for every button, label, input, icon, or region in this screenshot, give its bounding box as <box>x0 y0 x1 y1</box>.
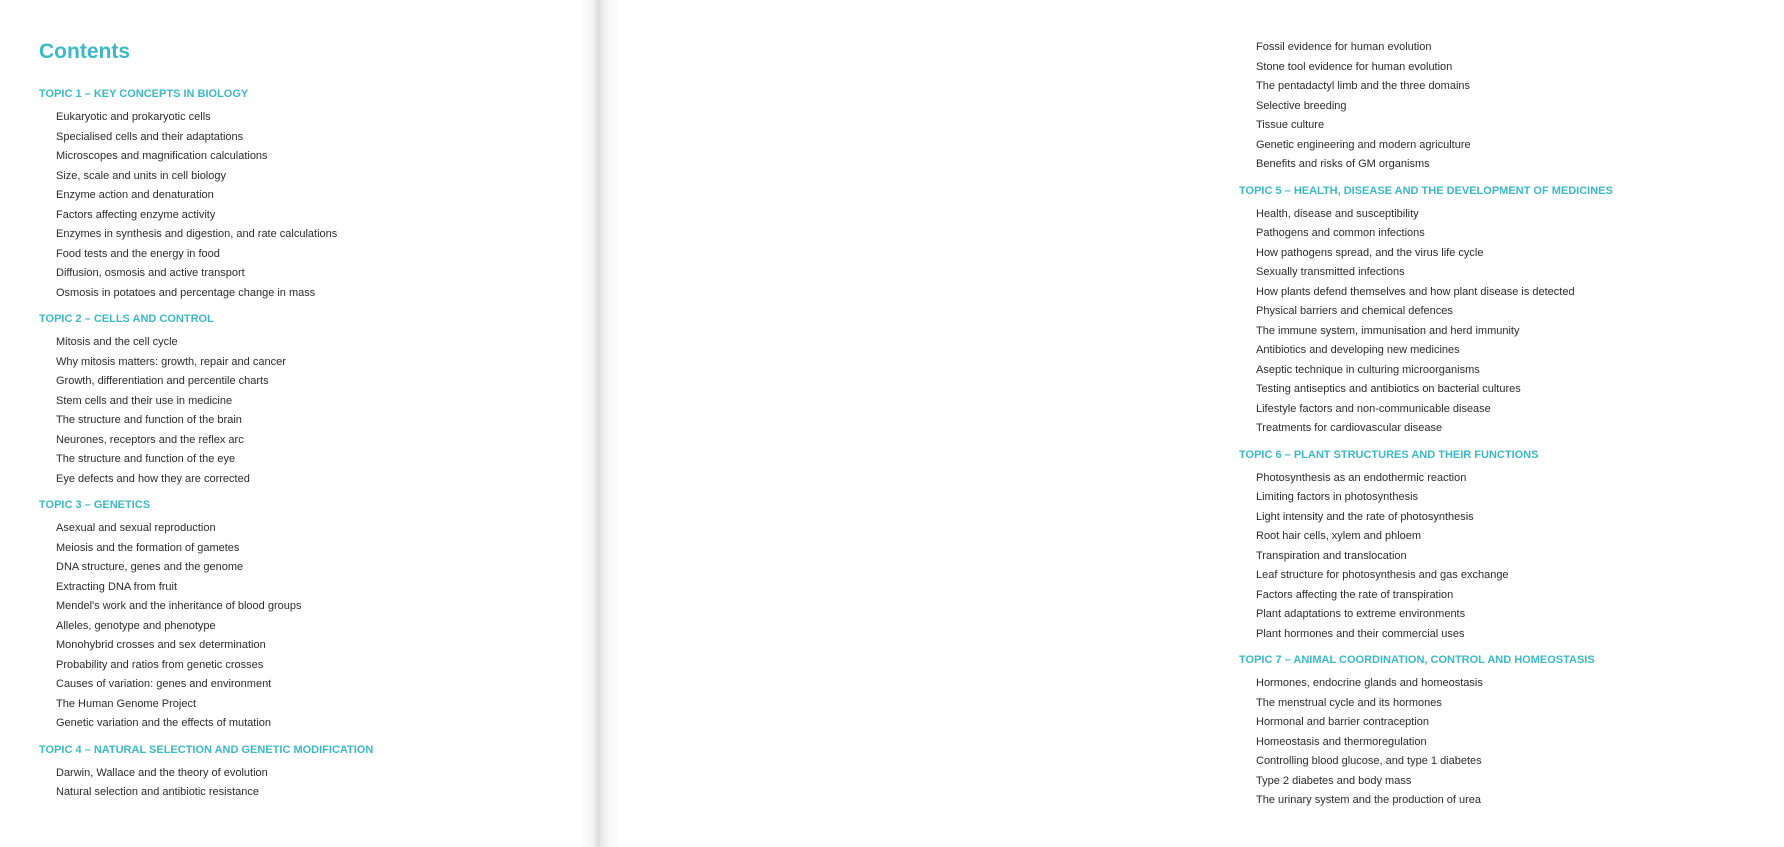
topic-heading: TOPIC 3 – GENETICS <box>39 499 151 511</box>
contents-entry: How plants defend themselves and how plant disease is detected <box>1256 285 1575 298</box>
left-contents-column <box>39 86 584 803</box>
contents-entry: Limiting factors in photosynthesis <box>1256 491 1419 503</box>
topic-section <box>1239 38 1784 175</box>
contents-entry: Causes of variation: genes and environment <box>56 678 272 690</box>
contents-entry: Microscopes and magnification calculations <box>56 150 268 162</box>
contents-entry: Lifestyle factors and non-communicable disease <box>1256 402 1491 415</box>
contents-entry: The urinary system and the production of urea <box>1256 794 1482 806</box>
contents-entry: Darwin, Wallace and the theory of evolution <box>56 766 268 779</box>
contents-entry: Natural selection and antibiotic resistance <box>56 786 260 798</box>
topic-heading: TOPIC 2 – CELLS AND CONTROL <box>39 313 214 325</box>
contents-entry: The pentadactyl limb and the three domains <box>1256 80 1471 92</box>
contents-entry: Stem cells and their use in medicine <box>56 394 233 407</box>
contents-entry: DNA structure, genes and the genome <box>56 561 244 573</box>
contents-entry: Food tests and the energy in food <box>56 247 220 260</box>
contents-entry: Enzymes in synthesis and digestion, and rate calculations <box>56 228 338 240</box>
topic-section <box>39 742 584 803</box>
contents-entry: Benefits and risks of GM organisms <box>1256 158 1430 170</box>
right-page <box>600 0 1613 847</box>
contents-entry: Enzyme action and denaturation <box>56 189 214 201</box>
contents-entry: The structure and function of the eye <box>56 453 236 465</box>
contents-entry: Selective breeding <box>1256 99 1347 112</box>
topic-section <box>39 311 584 489</box>
contents-entry: Meiosis and the formation of gametes <box>56 541 240 554</box>
contents-entry: Fossil evidence for human evolution <box>1256 41 1432 53</box>
contents-entry: Homeostasis and thermoregulation <box>1256 735 1427 748</box>
left-page <box>0 0 596 847</box>
contents-entry: Mitosis and the cell cycle <box>56 336 178 348</box>
contents-entry: Size, scale and units in cell biology <box>56 169 226 182</box>
topic-section <box>39 86 584 303</box>
contents-entry: Eukaryotic and prokaryotic cells <box>56 111 211 123</box>
topic-heading: TOPIC 6 – PLANT STRUCTURES AND THEIR FUNCTIONS <box>1239 448 1539 461</box>
contents-entry: Diffusion, osmosis and active transport <box>56 267 245 279</box>
contents-entry: Type 2 diabetes and body mass <box>1256 774 1412 787</box>
contents-entry: Neurones, receptors and the reflex arc <box>56 433 244 446</box>
contents-entry: Physical barriers and chemical defences <box>1256 305 1453 317</box>
contents-entry: Genetic engineering and modern agriculture <box>1256 138 1471 151</box>
contents-entry: The structure and function of the brain <box>56 414 242 426</box>
contents-entry: Light intensity and the rate of photosynthesis <box>1256 510 1474 523</box>
contents-entry: Plant adaptations to extreme environments <box>1256 608 1466 620</box>
contents-entry: Antibiotics and developing new medicines <box>1256 344 1460 356</box>
contents-entry: Factors affecting the rate of transpiration <box>1256 588 1454 601</box>
contents-entry: Controlling blood glucose, and type 1 diabetes <box>1256 755 1482 767</box>
contents-entry: The menstrual cycle and its hormones <box>1256 696 1442 709</box>
contents-entry: Specialised cells and their adaptations <box>56 130 244 143</box>
topic-heading: TOPIC 4 – NATURAL SELECTION AND GENETIC MODIFICATION <box>39 743 374 756</box>
topic-section <box>39 497 584 734</box>
contents-entry: Hormonal and barrier contraception <box>1256 716 1430 728</box>
contents-entry: Health, disease and susceptibility <box>1256 207 1419 220</box>
contents-entry: Genetic variation and the effects of mutation <box>56 717 272 729</box>
contents-entry: Extracting DNA from fruit <box>56 580 178 593</box>
contents-entry: Mendel's work and the inheritance of blood groups <box>56 600 302 612</box>
contents-entry: Tissue culture <box>1256 119 1325 131</box>
contents-entry: Why mitosis matters: growth, repair and cancer <box>56 355 286 368</box>
topic-heading: TOPIC 5 – HEALTH, DISEASE AND THE DEVELOPMENT OF MEDICINES <box>1239 184 1613 197</box>
contents-entry: The Human Genome Project <box>56 697 197 710</box>
contents-entry: Eye defects and how they are corrected <box>56 472 250 485</box>
topic-section <box>1239 183 1784 439</box>
topic-heading: TOPIC 7 – ANIMAL COORDINATION, CONTROL AND HOMEOSTASIS <box>1239 654 1595 666</box>
contents-entry: Stone tool evidence for human evolution <box>1256 60 1453 73</box>
contents-entry: Alleles, genotype and phenotype <box>56 619 216 632</box>
contents-entry: Growth, differentiation and percentile charts <box>56 375 269 387</box>
topic-heading: TOPIC 1 – KEY CONCEPTS IN BIOLOGY <box>39 88 249 100</box>
contents-entry: Probability and ratios from genetic crosses <box>56 658 264 671</box>
contents-entry: Transpiration and translocation <box>1256 549 1407 562</box>
contents-entry: Monohybrid crosses and sex determination <box>56 639 266 651</box>
contents-entry: Hormones, endocrine glands and homeostasis <box>1256 677 1483 689</box>
contents-title: Contents <box>39 40 130 63</box>
contents-entry: Photosynthesis as an endothermic reaction <box>1256 471 1467 484</box>
contents-entry: How pathogens spread, and the virus life cycle <box>1256 246 1484 259</box>
contents-entry: Factors affecting enzyme activity <box>56 208 216 221</box>
topic-section <box>1239 652 1784 811</box>
contents-entry: Plant hormones and their commercial uses <box>1256 627 1465 640</box>
contents-entry: Pathogens and common infections <box>1256 227 1425 239</box>
contents-entry: The immune system, immunisation and herd immunity <box>1256 324 1520 337</box>
right-contents-column <box>1239 38 1784 811</box>
contents-entry: Asexual and sexual reproduction <box>56 522 216 534</box>
topic-section <box>1239 447 1784 645</box>
contents-entry: Leaf structure for photosynthesis and gas exchange <box>1256 569 1509 581</box>
contents-entry: Treatments for cardiovascular disease <box>1256 422 1443 434</box>
contents-entry: Testing antiseptics and antibiotics on bacterial cultures <box>1256 383 1521 395</box>
contents-entry: Root hair cells, xylem and phloem <box>1256 530 1422 542</box>
contents-entry: Sexually transmitted infections <box>1256 266 1405 278</box>
contents-entry: Osmosis in potatoes and percentage change in mass <box>56 286 316 299</box>
contents-entry: Aseptic technique in culturing microorganisms <box>1256 363 1480 376</box>
